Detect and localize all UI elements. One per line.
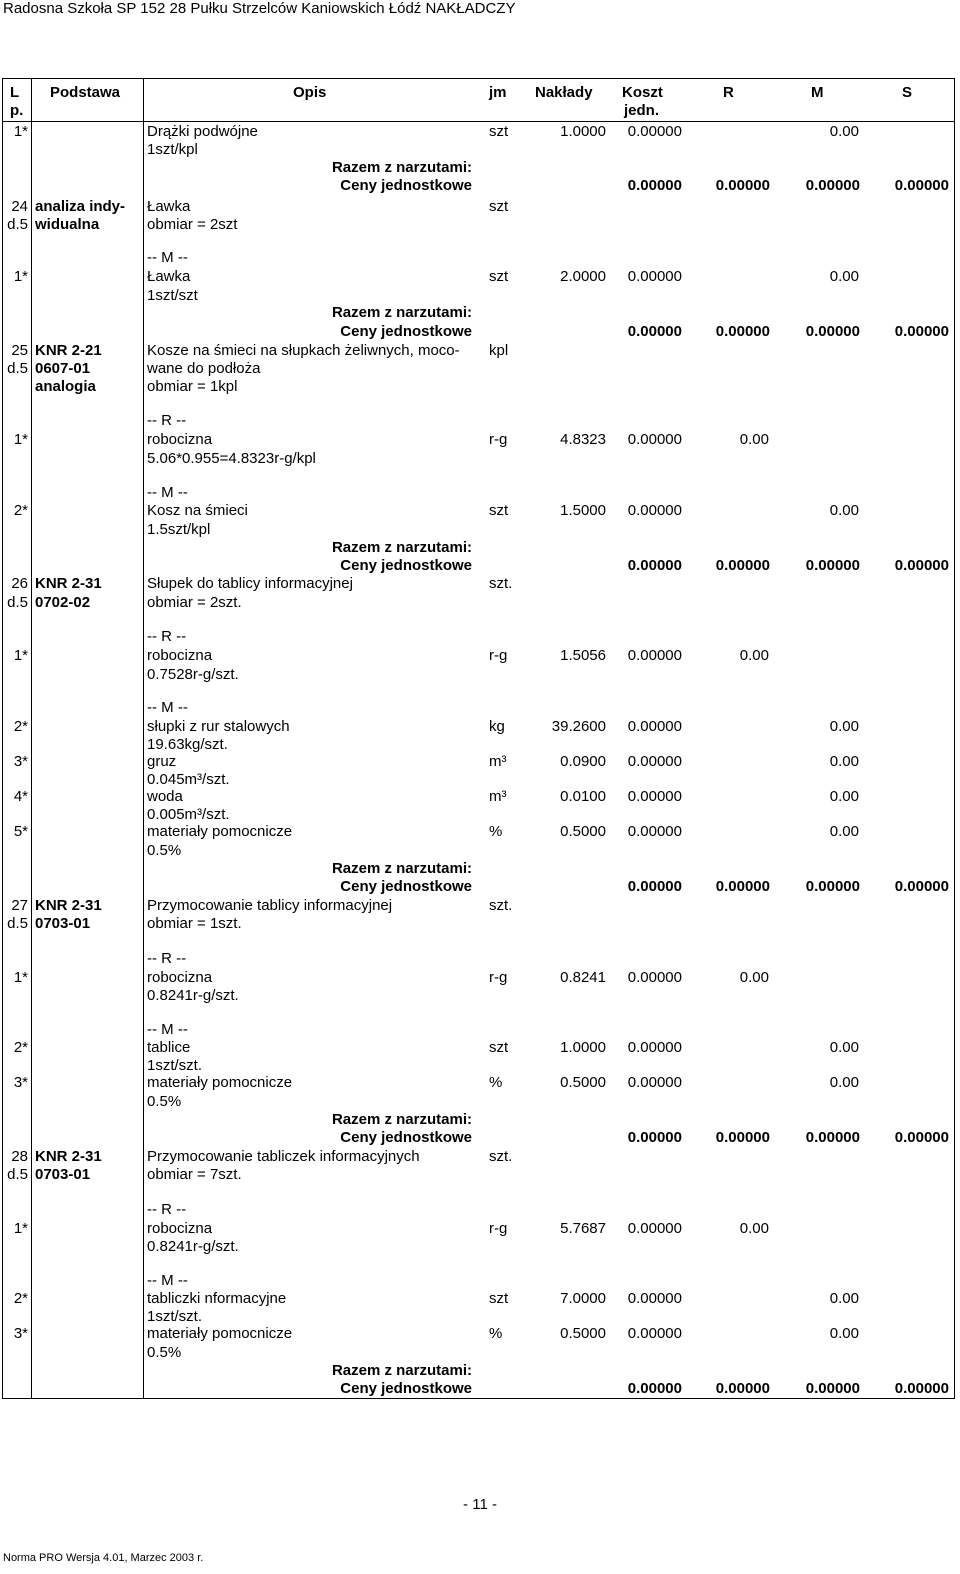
col-lp: L — [10, 84, 20, 101]
row-opis: 0.5% — [147, 1093, 182, 1110]
row-koszt: 0.00000 — [627, 1039, 682, 1056]
row-opis: wane do podłoża — [147, 360, 261, 377]
ceny-total: 0.00000 — [894, 1380, 949, 1397]
row-opis: 1szt/kpl — [147, 141, 198, 158]
col-m: M — [811, 84, 824, 101]
row-jm: m³ — [489, 753, 507, 770]
col-r: R — [723, 84, 734, 101]
row-koszt: 0.00000 — [627, 718, 682, 735]
row-m: 0.00 — [829, 788, 859, 805]
col-naklady: Nakłady — [535, 84, 593, 101]
ceny-total: 0.00000 — [894, 1129, 949, 1146]
row-naklady: 1.0000 — [560, 1039, 606, 1056]
row-opis: 0.8241r-g/szt. — [147, 987, 239, 1004]
row-opis: Słupek do tablicy informacyjnej — [147, 575, 353, 592]
ceny-label: Ceny jednostkowe — [340, 1380, 472, 1397]
row-koszt: 0.00000 — [627, 647, 682, 664]
ceny-r: 0.00000 — [627, 1380, 682, 1397]
row-opis: gruz — [147, 753, 177, 770]
row-opis: obmiar = 2szt. — [147, 594, 242, 611]
row-jm: szt — [489, 1290, 509, 1307]
row-naklady: 1.0000 — [560, 123, 606, 140]
row-opis: robocizna — [147, 431, 213, 448]
row-jm: kpl — [489, 342, 509, 359]
row-opis: tablice — [147, 1039, 191, 1056]
row-naklady: 0.5000 — [560, 823, 606, 840]
row-lp: 3* — [13, 1074, 28, 1091]
row-opis: 1szt/szt. — [147, 1308, 203, 1325]
row-opis: 1.5szt/kpl — [147, 521, 211, 538]
row-jm: % — [489, 823, 503, 840]
ceny-m: 0.00000 — [715, 1129, 770, 1146]
row-koszt: 0.00000 — [627, 1325, 682, 1342]
row-lp: 1* — [13, 647, 28, 664]
row-jm: m³ — [489, 788, 507, 805]
row-podstawa: widualna — [35, 216, 100, 233]
row-koszt: 0.00000 — [627, 823, 682, 840]
row-m: 0.00 — [829, 1039, 859, 1056]
row-naklady: 0.0900 — [560, 753, 606, 770]
row-lp: d.5 — [7, 915, 28, 932]
ceny-total: 0.00000 — [894, 878, 949, 895]
row-jm: kg — [489, 718, 505, 735]
row-naklady: 0.8241 — [560, 969, 606, 986]
ceny-m: 0.00000 — [715, 323, 770, 340]
ceny-s: 0.00000 — [805, 557, 860, 574]
row-opis: -- R -- — [147, 412, 187, 429]
razem-label: Razem z narzutami: — [331, 860, 472, 877]
row-opis: 0.5% — [147, 1344, 182, 1361]
row-koszt: 0.00000 — [627, 969, 682, 986]
row-opis: Kosze na śmieci na słupkach żeliwnych, moco- — [147, 342, 460, 359]
razem-label: Razem z narzutami: — [331, 304, 472, 321]
ceny-m: 0.00000 — [715, 557, 770, 574]
row-koszt: 0.00000 — [627, 431, 682, 448]
row-opis: Ławka — [147, 268, 191, 285]
row-m: 0.00 — [829, 268, 859, 285]
row-opis: Ławka — [147, 198, 191, 215]
row-lp: 28 — [11, 1148, 28, 1165]
row-jm: szt. — [489, 1148, 513, 1165]
row-opis: 1szt/szt — [147, 287, 198, 304]
header-divider — [2, 121, 955, 122]
ceny-label: Ceny jednostkowe — [340, 177, 472, 194]
row-lp: 2* — [13, 1039, 28, 1056]
row-podstawa: KNR 2-21 — [35, 342, 102, 359]
row-podstawa: KNR 2-31 — [35, 1148, 102, 1165]
row-opis: Przymocowanie tablicy informacyjnej — [147, 897, 393, 914]
row-naklady: 1.5056 — [560, 647, 606, 664]
razem-label: Razem z narzutami: — [331, 1111, 472, 1128]
row-opis: Przymocowanie tabliczek informacyjnych — [147, 1148, 420, 1165]
ceny-label: Ceny jednostkowe — [340, 557, 472, 574]
razem-label: Razem z narzutami: — [331, 539, 472, 556]
row-naklady: 4.8323 — [560, 431, 606, 448]
row-opis: obmiar = 2szt — [147, 216, 238, 233]
ceny-label: Ceny jednostkowe — [340, 1129, 472, 1146]
row-r: 0.00 — [739, 431, 769, 448]
row-opis: -- M -- — [147, 1272, 188, 1289]
row-jm: r-g — [489, 647, 508, 664]
row-opis: -- M -- — [147, 1021, 188, 1038]
row-koszt: 0.00000 — [627, 1220, 682, 1237]
ceny-s: 0.00000 — [805, 878, 860, 895]
row-lp: d.5 — [7, 216, 28, 233]
row-koszt: 0.00000 — [627, 123, 682, 140]
ceny-s: 0.00000 — [805, 323, 860, 340]
row-jm: szt — [489, 502, 509, 519]
row-m: 0.00 — [829, 753, 859, 770]
row-koszt: 0.00000 — [627, 502, 682, 519]
ceny-s: 0.00000 — [805, 1129, 860, 1146]
row-lp: 5* — [13, 823, 28, 840]
row-m: 0.00 — [829, 1325, 859, 1342]
ceny-r: 0.00000 — [627, 878, 682, 895]
ceny-r: 0.00000 — [627, 323, 682, 340]
row-lp: 1* — [13, 1220, 28, 1237]
ceny-s: 0.00000 — [805, 1380, 860, 1397]
ceny-r: 0.00000 — [627, 1129, 682, 1146]
row-r: 0.00 — [739, 1220, 769, 1237]
page-number: - 11 - — [463, 1496, 497, 1513]
row-opis: 0.8241r-g/szt. — [147, 1238, 239, 1255]
row-lp: 2* — [13, 1290, 28, 1307]
row-opis: robocizna — [147, 1220, 213, 1237]
ceny-r: 0.00000 — [627, 177, 682, 194]
row-opis: -- M -- — [147, 699, 188, 716]
row-opis: materiały pomocnicze — [147, 823, 293, 840]
row-m: 0.00 — [829, 123, 859, 140]
row-podstawa: 0607-01 — [35, 360, 91, 377]
row-opis: -- M -- — [147, 484, 188, 501]
ceny-total: 0.00000 — [894, 177, 949, 194]
col-opis: Opis — [293, 84, 327, 101]
row-m: 0.00 — [829, 718, 859, 735]
ceny-s: 0.00000 — [805, 177, 860, 194]
row-naklady: 7.0000 — [560, 1290, 606, 1307]
row-opis: 0.5% — [147, 842, 182, 859]
col-jm: jm — [489, 84, 507, 101]
row-jm: szt — [489, 268, 509, 285]
row-opis: obmiar = 7szt. — [147, 1166, 242, 1183]
row-lp: 24 — [11, 198, 28, 215]
document-header: Radosna Szkoła SP 152 28 Pułku Strzelców Kaniowskich Łódź NAKŁADCZY — [3, 0, 516, 17]
ceny-total: 0.00000 — [894, 557, 949, 574]
row-jm: szt — [489, 1039, 509, 1056]
row-koszt: 0.00000 — [627, 1290, 682, 1307]
row-jm: % — [489, 1074, 503, 1091]
row-podstawa: analogia — [35, 378, 96, 395]
row-naklady: 1.5000 — [560, 502, 606, 519]
row-lp: 3* — [13, 1325, 28, 1342]
row-podstawa: KNR 2-31 — [35, 897, 102, 914]
row-opis: -- R -- — [147, 950, 187, 967]
row-opis: robocizna — [147, 969, 213, 986]
row-jm: szt — [489, 198, 509, 215]
row-podstawa: 0702-02 — [35, 594, 91, 611]
row-m: 0.00 — [829, 1290, 859, 1307]
column-divider — [143, 78, 144, 1399]
col-koszt-2: jedn. — [624, 102, 660, 119]
row-opis: Kosz na śmieci — [147, 502, 248, 519]
row-opis: Drążki podwójne — [147, 123, 258, 140]
row-lp: 1* — [13, 431, 28, 448]
row-jm: r-g — [489, 431, 508, 448]
row-lp: 4* — [13, 788, 28, 805]
row-podstawa: KNR 2-31 — [35, 575, 102, 592]
col-s: S — [902, 84, 913, 101]
row-opis: -- R -- — [147, 1201, 187, 1218]
razem-label: Razem z narzutami: — [331, 1362, 472, 1379]
row-lp: 25 — [11, 342, 28, 359]
row-lp: 1* — [13, 969, 28, 986]
row-naklady: 5.7687 — [560, 1220, 606, 1237]
row-podstawa: 0703-01 — [35, 1166, 91, 1183]
row-lp: d.5 — [7, 360, 28, 377]
row-opis: -- M -- — [147, 249, 188, 266]
row-lp: 3* — [13, 753, 28, 770]
ceny-m: 0.00000 — [715, 878, 770, 895]
row-jm: r-g — [489, 969, 508, 986]
row-opis: robocizna — [147, 647, 213, 664]
column-divider — [31, 78, 32, 1399]
row-m: 0.00 — [829, 823, 859, 840]
row-m: 0.00 — [829, 1074, 859, 1091]
row-jm: r-g — [489, 1220, 508, 1237]
row-opis: -- R -- — [147, 628, 187, 645]
ceny-total: 0.00000 — [894, 323, 949, 340]
row-lp: 1* — [13, 268, 28, 285]
razem-label: Razem z narzutami: — [331, 159, 472, 176]
row-naklady: 0.5000 — [560, 1074, 606, 1091]
row-lp: 2* — [13, 718, 28, 735]
row-lp: d.5 — [7, 594, 28, 611]
row-lp: d.5 — [7, 1166, 28, 1183]
row-opis: 0.045m³/szt. — [147, 771, 230, 788]
row-lp: 26 — [11, 575, 28, 592]
row-lp: 1* — [13, 123, 28, 140]
row-koszt: 0.00000 — [627, 268, 682, 285]
row-opis: woda — [147, 788, 183, 805]
row-opis: 19.63kg/szt. — [147, 736, 228, 753]
row-naklady: 0.0100 — [560, 788, 606, 805]
row-opis: obmiar = 1kpl — [147, 378, 238, 395]
row-opis: materiały pomocnicze — [147, 1325, 293, 1342]
row-m: 0.00 — [829, 502, 859, 519]
software-version: Norma PRO Wersja 4.01, Marzec 2003 r. — [3, 1552, 204, 1564]
row-lp: 27 — [11, 897, 28, 914]
row-jm: szt. — [489, 897, 513, 914]
ceny-label: Ceny jednostkowe — [340, 878, 472, 895]
row-jm: szt — [489, 123, 509, 140]
ceny-label: Ceny jednostkowe — [340, 323, 472, 340]
ceny-r: 0.00000 — [627, 557, 682, 574]
row-opis: 1szt/szt. — [147, 1057, 203, 1074]
row-r: 0.00 — [739, 969, 769, 986]
row-opis: tabliczki nformacyjne — [147, 1290, 287, 1307]
row-opis: 0.005m³/szt. — [147, 806, 230, 823]
row-opis: 5.06*0.955=4.8323r-g/kpl — [147, 450, 316, 467]
row-koszt: 0.00000 — [627, 753, 682, 770]
row-opis: materiały pomocnicze — [147, 1074, 293, 1091]
row-lp: 2* — [13, 502, 28, 519]
row-koszt: 0.00000 — [627, 1074, 682, 1091]
row-naklady: 39.2600 — [551, 718, 606, 735]
ceny-m: 0.00000 — [715, 1380, 770, 1397]
row-r: 0.00 — [739, 647, 769, 664]
row-naklady: 0.5000 — [560, 1325, 606, 1342]
col-lp-2: p. — [10, 102, 24, 119]
row-podstawa: 0703-01 — [35, 915, 91, 932]
col-koszt: Koszt — [622, 84, 663, 101]
row-jm: szt. — [489, 575, 513, 592]
row-opis: słupki z rur stalowych — [147, 718, 290, 735]
ceny-m: 0.00000 — [715, 177, 770, 194]
col-podstawa: Podstawa — [50, 84, 121, 101]
row-podstawa: analiza indy- — [35, 198, 126, 215]
row-jm: % — [489, 1325, 503, 1342]
row-opis: obmiar = 1szt. — [147, 915, 242, 932]
row-koszt: 0.00000 — [627, 788, 682, 805]
row-naklady: 2.0000 — [560, 268, 606, 285]
row-opis: 0.7528r-g/szt. — [147, 666, 239, 683]
